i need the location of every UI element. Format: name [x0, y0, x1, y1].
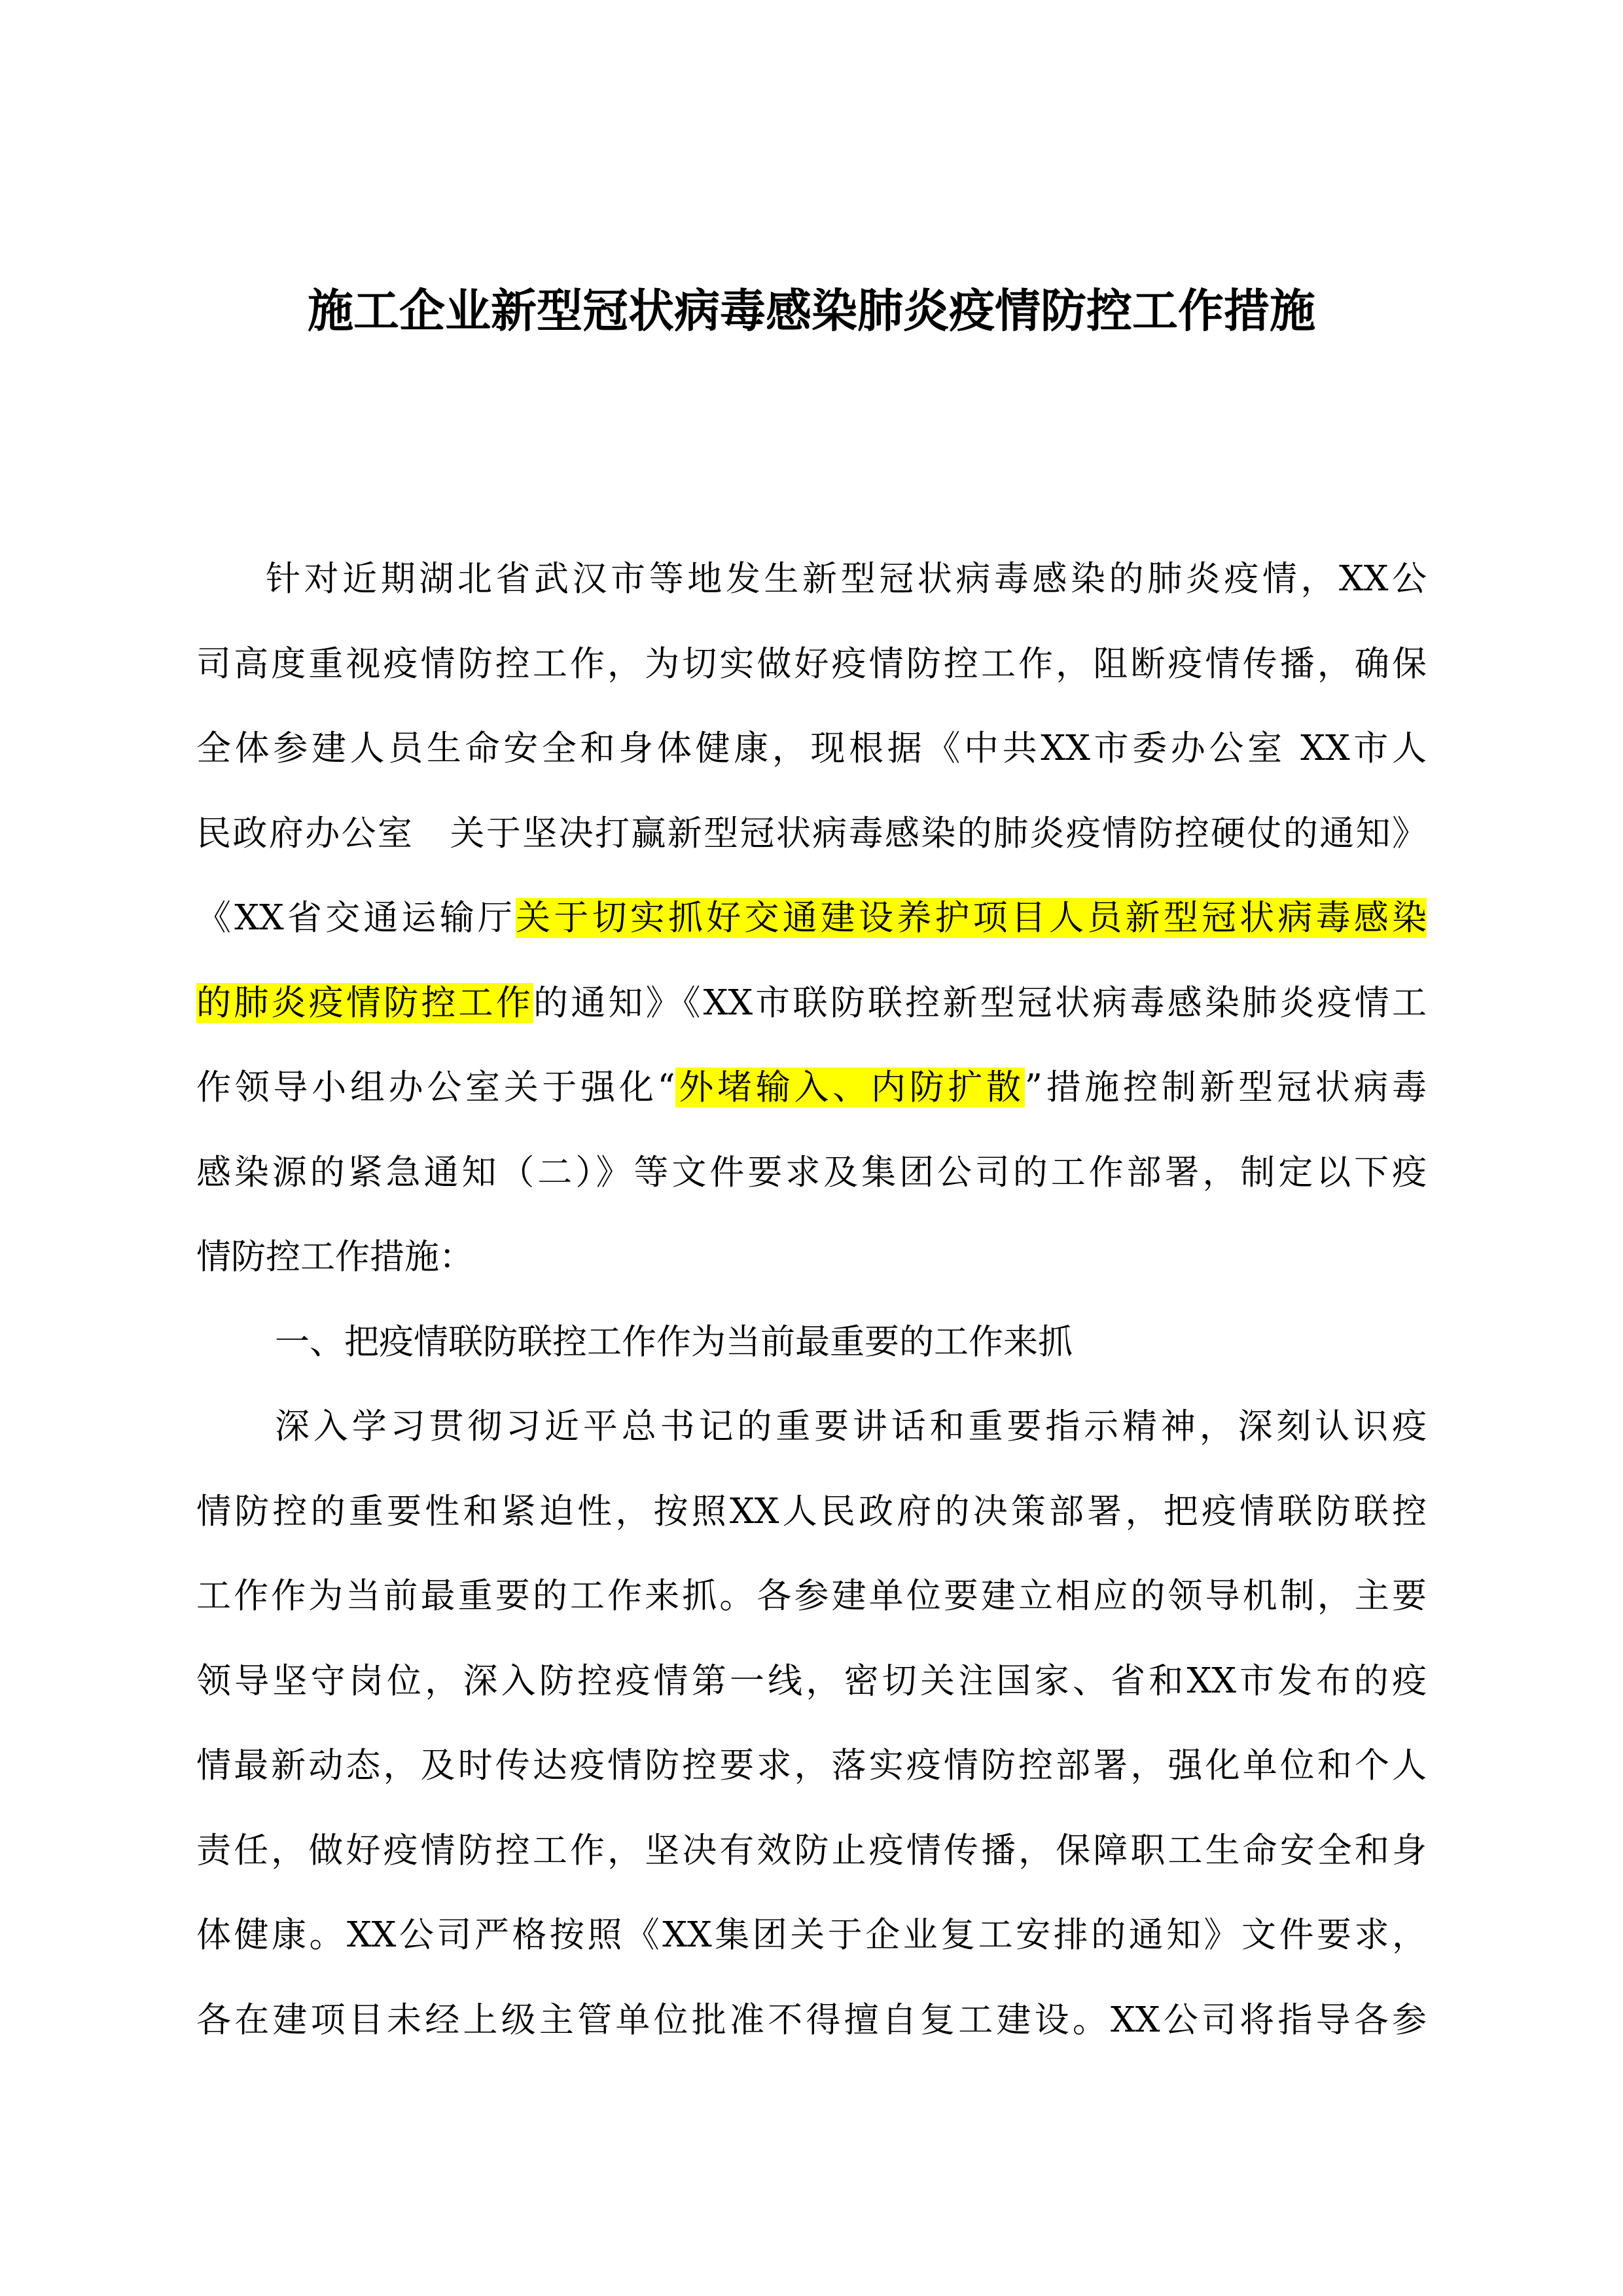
text-line: 情防控工作措施： — [196, 1237, 474, 1277]
document-title: 施工企业新型冠状病毒感染肺炎疫情防控工作措施 — [308, 283, 1315, 338]
text-segment: ”措施控制新型冠状病毒 — [1024, 1067, 1427, 1107]
section-heading: 一、把疫情联防联控工作作为当前最重要的工作来抓 — [275, 1321, 1073, 1362]
section-paragraph — [196, 1384, 1427, 2062]
text-line: 感染源的紧急通知（二）》等文件要求及集团公司的工作部署，制定以下疫 — [196, 1152, 1427, 1193]
text-line: 全体参建人员生命安全和身体健康，现根据《中共XX市委办公室 XX市人 — [196, 728, 1427, 768]
highlighted-text: 的肺炎疫情防控工作 — [196, 982, 533, 1023]
text-line — [196, 1045, 1427, 1130]
highlighted-text: 外堵输入、内防扩散 — [675, 1067, 1025, 1107]
text-line: 针对近期湖北省武汉市等地发生新型冠状病毒感染的肺炎疫情，XX公 — [266, 559, 1427, 599]
text-line: 情最新动态，及时传达疫情防控要求，落实疫情防控部署，强化单位和个人 — [196, 1746, 1427, 1785]
section-heading-paragraph — [196, 1300, 1427, 1385]
text-segment: 《XX省交通运输厅 — [196, 898, 516, 938]
intro-paragraph — [196, 537, 1427, 1300]
highlighted-text: 关于切实抓好交通建设养护项目人员新型冠状病毒感染 — [516, 898, 1427, 938]
document-body — [196, 537, 1427, 2062]
text-line: 司高度重视疫情防控工作，为切实做好疫情防控工作，阻断疫情传播，确保 — [196, 643, 1427, 684]
text-line: 深入学习贯彻习近平总书记的重要讲话和重要指示精神，深刻认识疫 — [275, 1407, 1427, 1446]
text-segment: 作领导小组办公室关于强化“ — [196, 1067, 675, 1107]
text-segment: 的通知》《XX市联防联控新型冠状病毒感染肺炎疫情工 — [533, 982, 1427, 1023]
text-line — [196, 961, 1427, 1046]
text-line — [196, 876, 1427, 961]
text-line: 体健康。XX公司严格按照《XX集团关于企业复工安排的通知》文件要求， — [196, 1915, 1427, 1955]
text-line: 责任，做好疫情防控工作，坚决有效防止疫情传播，保障职工生命安全和身 — [196, 1830, 1427, 1871]
text-line: 各在建项目未经上级主管单位批准不得擅自复工建设。XX公司将指导各参 — [196, 2000, 1427, 2040]
text-line: 工作作为当前最重要的工作来抓。各参建单位要建立相应的领导机制，主要 — [196, 1576, 1427, 1616]
text-line: 领导坚守岗位，深入防控疫情第一线，密切关注国家、省和XX市发布的疫 — [196, 1660, 1427, 1701]
text-line: 民政府办公室 关于坚决打赢新型冠状病毒感染的肺炎疫情防控硬仗的通知》 — [196, 813, 1427, 853]
text-line: 情防控的重要性和紧迫性，按照XX人民政府的决策部署，把疫情联防联控 — [196, 1491, 1427, 1532]
